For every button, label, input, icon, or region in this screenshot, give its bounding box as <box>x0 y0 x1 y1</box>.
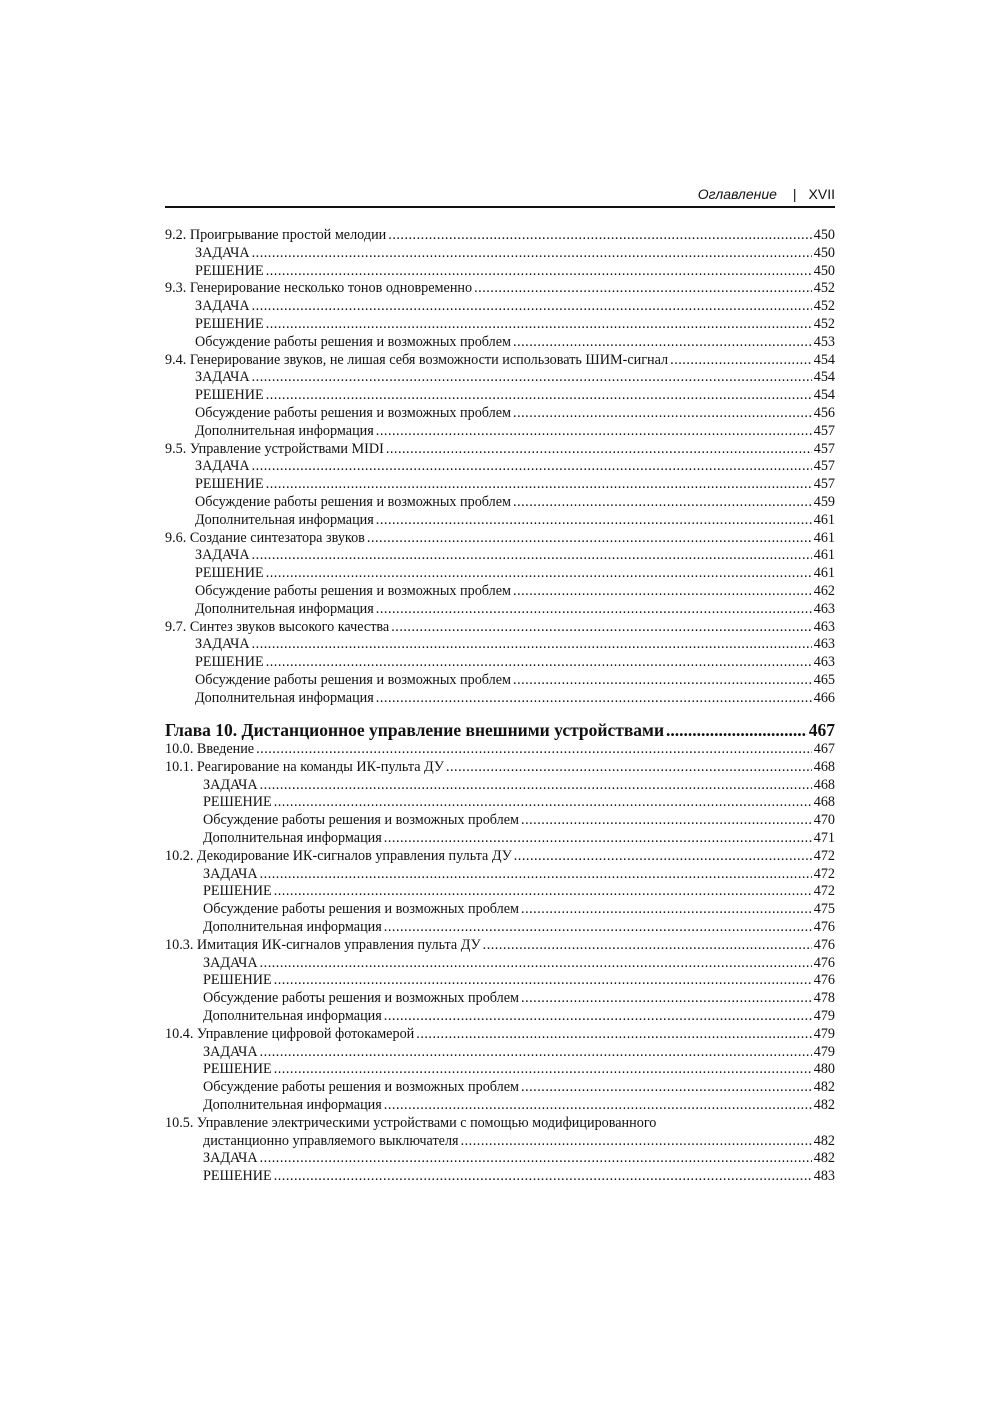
dot-leader <box>260 955 812 973</box>
dot-leader <box>513 334 812 352</box>
dot-leader <box>266 565 812 583</box>
toc-entry[interactable] <box>165 583 835 601</box>
dot-leader <box>252 245 812 263</box>
dot-leader <box>384 919 812 937</box>
toc-entry[interactable] <box>165 654 835 672</box>
toc-entry[interactable] <box>165 441 835 459</box>
chapter-heading[interactable] <box>165 719 835 741</box>
entry-page: 476 <box>813 954 835 971</box>
toc-entry[interactable] <box>165 1150 835 1168</box>
toc-chapter-10-entries <box>165 741 835 1186</box>
toc-entry[interactable] <box>165 1008 835 1026</box>
toc-entry[interactable] <box>165 619 835 637</box>
dot-leader <box>260 1150 812 1168</box>
toc-entry[interactable] <box>165 1133 835 1151</box>
dot-leader <box>266 387 812 405</box>
entry-title: Обсуждение работы решения и возможных проблем <box>203 990 520 1007</box>
dot-leader <box>446 759 812 777</box>
entry-page: 461 <box>813 565 835 582</box>
toc-entry[interactable] <box>165 263 835 281</box>
toc-entry[interactable] <box>165 919 835 937</box>
entry-title: 10.2. Декодирование ИК-сигналов управления пульта ДУ <box>165 847 512 864</box>
entry-title: дистанционно управляемого выключателя <box>203 1132 459 1149</box>
chapter-title: Глава 10. Дистанционное управление внешними устройствами <box>165 720 665 740</box>
entry-page: 463 <box>813 618 835 635</box>
entry-title: РЕШЕНИЕ <box>203 972 272 989</box>
dot-leader <box>521 901 812 919</box>
toc-entry[interactable] <box>165 812 835 830</box>
running-header <box>165 186 835 206</box>
entry-title: ЗАДАЧА <box>203 954 258 971</box>
dot-leader <box>252 458 812 476</box>
entry-title: ЗАДАЧА <box>203 1043 258 1060</box>
entry-page: 463 <box>813 654 835 671</box>
entry-page: 476 <box>813 918 835 935</box>
entry-page: 453 <box>813 333 835 350</box>
dot-leader <box>376 423 812 441</box>
dot-leader <box>513 583 812 601</box>
entry-page: 452 <box>813 298 835 315</box>
entry-page: 480 <box>813 1061 835 1078</box>
dot-leader <box>521 990 812 1008</box>
dot-leader <box>386 441 812 459</box>
entry-page: 482 <box>813 1096 835 1113</box>
toc-entry[interactable] <box>165 530 835 548</box>
entry-title: Обсуждение работы решения и возможных проблем <box>203 812 520 829</box>
toc-entry[interactable] <box>165 316 835 334</box>
dot-leader <box>274 1061 812 1079</box>
toc-chapter-10-heading <box>165 719 835 741</box>
entry-title: Обсуждение работы решения и возможных проблем <box>203 901 520 918</box>
dot-leader <box>274 1168 812 1186</box>
entry-page: 463 <box>813 636 835 653</box>
chapter-page: 467 <box>808 720 835 740</box>
toc-entry[interactable] <box>165 547 835 565</box>
dot-leader <box>521 812 812 830</box>
dot-leader <box>260 1044 812 1062</box>
dot-leader <box>666 719 807 741</box>
toc-entry[interactable] <box>165 423 835 441</box>
toc-entry[interactable] <box>165 1061 835 1079</box>
entry-title: 9.5. Управление устройствами MIDI <box>165 440 384 457</box>
entry-page: 463 <box>813 600 835 617</box>
toc-entry[interactable] <box>165 512 835 530</box>
entry-title: РЕШЕНИЕ <box>195 315 264 332</box>
toc-entry[interactable] <box>165 848 835 866</box>
entry-title: ЗАДАЧА <box>195 636 250 653</box>
entry-page: 470 <box>813 812 835 829</box>
entry-title: Дополнительная информация <box>203 918 382 935</box>
entry-title: 10.1. Реагирование на команды ИК-пульта ДУ <box>165 758 444 775</box>
dot-leader <box>252 369 812 387</box>
toc-chapter-9-entries <box>165 227 835 708</box>
toc-entry[interactable] <box>165 405 835 423</box>
toc-entry[interactable] <box>165 972 835 990</box>
toc-entry[interactable] <box>165 955 835 973</box>
toc-entry[interactable] <box>165 759 835 777</box>
toc-entry[interactable] <box>165 280 835 298</box>
dot-leader <box>252 547 812 565</box>
entry-page: 462 <box>813 582 835 599</box>
toc-entry[interactable] <box>165 937 835 955</box>
entry-title: 10.4. Управление цифровой фотокамерой <box>165 1025 415 1042</box>
entry-title: Обсуждение работы решения и возможных проблем <box>195 582 512 599</box>
entry-title: ЗАДАЧА <box>195 298 250 315</box>
entry-title: 9.7. Синтез звуков высокого качества <box>165 618 390 635</box>
entry-title: 9.6. Создание синтезатора звуков <box>165 529 365 546</box>
entry-page: 468 <box>813 758 835 775</box>
header-page-number: XVII <box>808 186 835 202</box>
entry-title: РЕШЕНИЕ <box>195 654 264 671</box>
entry-title: Обсуждение работы решения и возможных проблем <box>203 1079 520 1096</box>
dot-leader <box>514 848 812 866</box>
dot-leader <box>483 937 812 955</box>
entry-page: 454 <box>813 387 835 404</box>
toc-entry[interactable] <box>165 1079 835 1097</box>
dot-leader <box>367 530 812 548</box>
entry-title: 10.3. Имитация ИК-сигналов управления пульта ДУ <box>165 936 481 953</box>
toc-entry[interactable] <box>165 741 835 759</box>
entry-title: 9.2. Проигрывание простой мелодии <box>165 227 387 243</box>
dot-leader <box>266 476 812 494</box>
toc-entry[interactable] <box>165 1097 835 1115</box>
header-title: Оглавление <box>697 186 777 202</box>
entry-page: 479 <box>813 1043 835 1060</box>
entry-title: Дополнительная информация <box>203 1096 382 1113</box>
toc-entry[interactable] <box>165 458 835 476</box>
entry-page: 478 <box>813 990 835 1007</box>
entry-title: РЕШЕНИЕ <box>195 387 264 404</box>
entry-title: РЕШЕНИЕ <box>203 1168 272 1185</box>
entry-page: 454 <box>813 351 835 368</box>
dot-leader <box>274 883 812 901</box>
dot-leader <box>266 316 812 334</box>
entry-page: 454 <box>813 369 835 386</box>
dot-leader <box>384 1097 812 1115</box>
entry-page: 471 <box>813 829 835 846</box>
toc-entry[interactable] <box>165 901 835 919</box>
entry-page: 450 <box>813 262 835 279</box>
entry-page: 479 <box>813 1025 835 1042</box>
entry-page: 456 <box>813 404 835 421</box>
dot-leader <box>474 280 812 298</box>
dot-leader <box>521 1079 812 1097</box>
dot-leader <box>252 298 812 316</box>
entry-page: 468 <box>813 794 835 811</box>
dot-leader <box>388 227 811 245</box>
entry-page: 461 <box>813 511 835 528</box>
toc-entry[interactable] <box>165 672 835 690</box>
entry-title: 9.4. Генерирование звуков, не лишая себя возможности использовать ШИМ-сигнал <box>165 351 669 368</box>
entry-title: Обсуждение работы решения и возможных проблем <box>195 333 512 350</box>
entry-title: Дополнительная информация <box>203 1007 382 1024</box>
dot-leader <box>376 512 812 530</box>
entry-page: 472 <box>813 883 835 900</box>
entry-title: ЗАДАЧА <box>203 1150 258 1167</box>
dot-leader <box>670 352 812 370</box>
entry-title: Дополнительная информация <box>203 829 382 846</box>
toc-entry[interactable] <box>165 883 835 901</box>
toc-entry[interactable] <box>165 227 835 245</box>
entry-page: 450 <box>813 227 835 243</box>
toc-entry[interactable] <box>165 1168 835 1186</box>
dot-leader <box>384 1008 812 1026</box>
entry-title: РЕШЕНИЕ <box>195 565 264 582</box>
entry-page: 468 <box>813 776 835 793</box>
entry-page: 461 <box>813 529 835 546</box>
entry-title: РЕШЕНИЕ <box>195 476 264 493</box>
toc-entry[interactable] <box>165 690 835 708</box>
entry-page: 461 <box>813 547 835 564</box>
toc-entry[interactable] <box>165 245 835 263</box>
toc-entry[interactable] <box>165 830 835 848</box>
entry-page: 483 <box>813 1168 835 1185</box>
entry-page: 465 <box>813 671 835 688</box>
toc-entry[interactable] <box>165 1115 835 1133</box>
entry-title: ЗАДАЧА <box>195 369 250 386</box>
toc-entry[interactable] <box>165 494 835 512</box>
dot-leader <box>391 619 812 637</box>
toc-entry[interactable] <box>165 369 835 387</box>
entry-title: ЗАДАЧА <box>195 547 250 564</box>
entry-title: ЗАДАЧА <box>203 776 258 793</box>
entry-page: 466 <box>813 689 835 706</box>
entry-title: ЗАДАЧА <box>203 865 258 882</box>
toc-entry[interactable] <box>165 601 835 619</box>
dot-leader <box>513 494 812 512</box>
dot-leader <box>376 601 812 619</box>
toc-entry[interactable] <box>165 794 835 812</box>
dot-leader <box>266 654 812 672</box>
entry-title: РЕШЕНИЕ <box>195 262 264 279</box>
toc-entry[interactable] <box>165 866 835 884</box>
entry-page: 457 <box>813 422 835 439</box>
dot-leader <box>252 636 812 654</box>
dot-leader <box>416 1026 811 1044</box>
dot-leader <box>260 777 812 795</box>
entry-title: Дополнительная информация <box>195 422 374 439</box>
entry-page: 457 <box>813 476 835 493</box>
entry-page: 482 <box>813 1079 835 1096</box>
entry-page: 472 <box>813 847 835 864</box>
dot-leader <box>376 690 812 708</box>
toc-entry[interactable] <box>165 565 835 583</box>
entry-title: 10.5. Управление электрическими устройствами с помощью модифицированного <box>165 1114 657 1131</box>
entry-title: 9.3. Генерирование несколько тонов одновременно <box>165 280 473 297</box>
entry-page: 472 <box>813 865 835 882</box>
entry-title: РЕШЕНИЕ <box>203 1061 272 1078</box>
entry-page: 457 <box>813 458 835 475</box>
toc-entry[interactable] <box>165 352 835 370</box>
dot-leader <box>260 866 812 884</box>
entry-page: 476 <box>813 972 835 989</box>
entry-page: 450 <box>813 244 835 261</box>
entry-title: 10.0. Введение <box>165 741 255 757</box>
entry-page: 482 <box>813 1150 835 1167</box>
entry-title: Обсуждение работы решения и возможных проблем <box>195 404 512 421</box>
dot-leader <box>274 972 812 990</box>
entry-title: Дополнительная информация <box>195 600 374 617</box>
entry-page: 476 <box>813 936 835 953</box>
entry-page: 482 <box>813 1132 835 1149</box>
entry-page: 452 <box>813 315 835 332</box>
dot-leader <box>513 672 812 690</box>
toc-entry[interactable] <box>165 636 835 654</box>
dot-leader <box>384 830 812 848</box>
entry-title: ЗАДАЧА <box>195 244 250 261</box>
dot-leader <box>266 263 812 281</box>
toc-entry[interactable] <box>165 1044 835 1062</box>
entry-title: Обсуждение работы решения и возможных проблем <box>195 493 512 510</box>
entry-page: 452 <box>813 280 835 297</box>
entry-page: 459 <box>813 493 835 510</box>
entry-page: 457 <box>813 440 835 457</box>
toc-entry[interactable] <box>165 387 835 405</box>
header-separator: | <box>792 186 797 202</box>
toc-entry[interactable] <box>165 990 835 1008</box>
entry-title: Обсуждение работы решения и возможных проблем <box>195 671 512 688</box>
toc-entry[interactable] <box>165 476 835 494</box>
entry-title: ЗАДАЧА <box>195 458 250 475</box>
header-rule <box>165 206 835 208</box>
toc-entry[interactable] <box>165 298 835 316</box>
entry-title: Дополнительная информация <box>195 689 374 706</box>
dot-leader <box>274 794 812 812</box>
entry-page: 467 <box>813 741 835 757</box>
entry-page: 475 <box>813 901 835 918</box>
entry-title: Дополнительная информация <box>195 511 374 528</box>
dot-leader <box>256 741 812 759</box>
toc-entry[interactable] <box>165 334 835 352</box>
entry-title: РЕШЕНИЕ <box>203 883 272 900</box>
toc-entry[interactable] <box>165 1026 835 1044</box>
dot-leader <box>461 1133 812 1151</box>
entry-title: РЕШЕНИЕ <box>203 794 272 811</box>
dot-leader <box>513 405 812 423</box>
entry-page: 479 <box>813 1007 835 1024</box>
toc-entry[interactable] <box>165 777 835 795</box>
